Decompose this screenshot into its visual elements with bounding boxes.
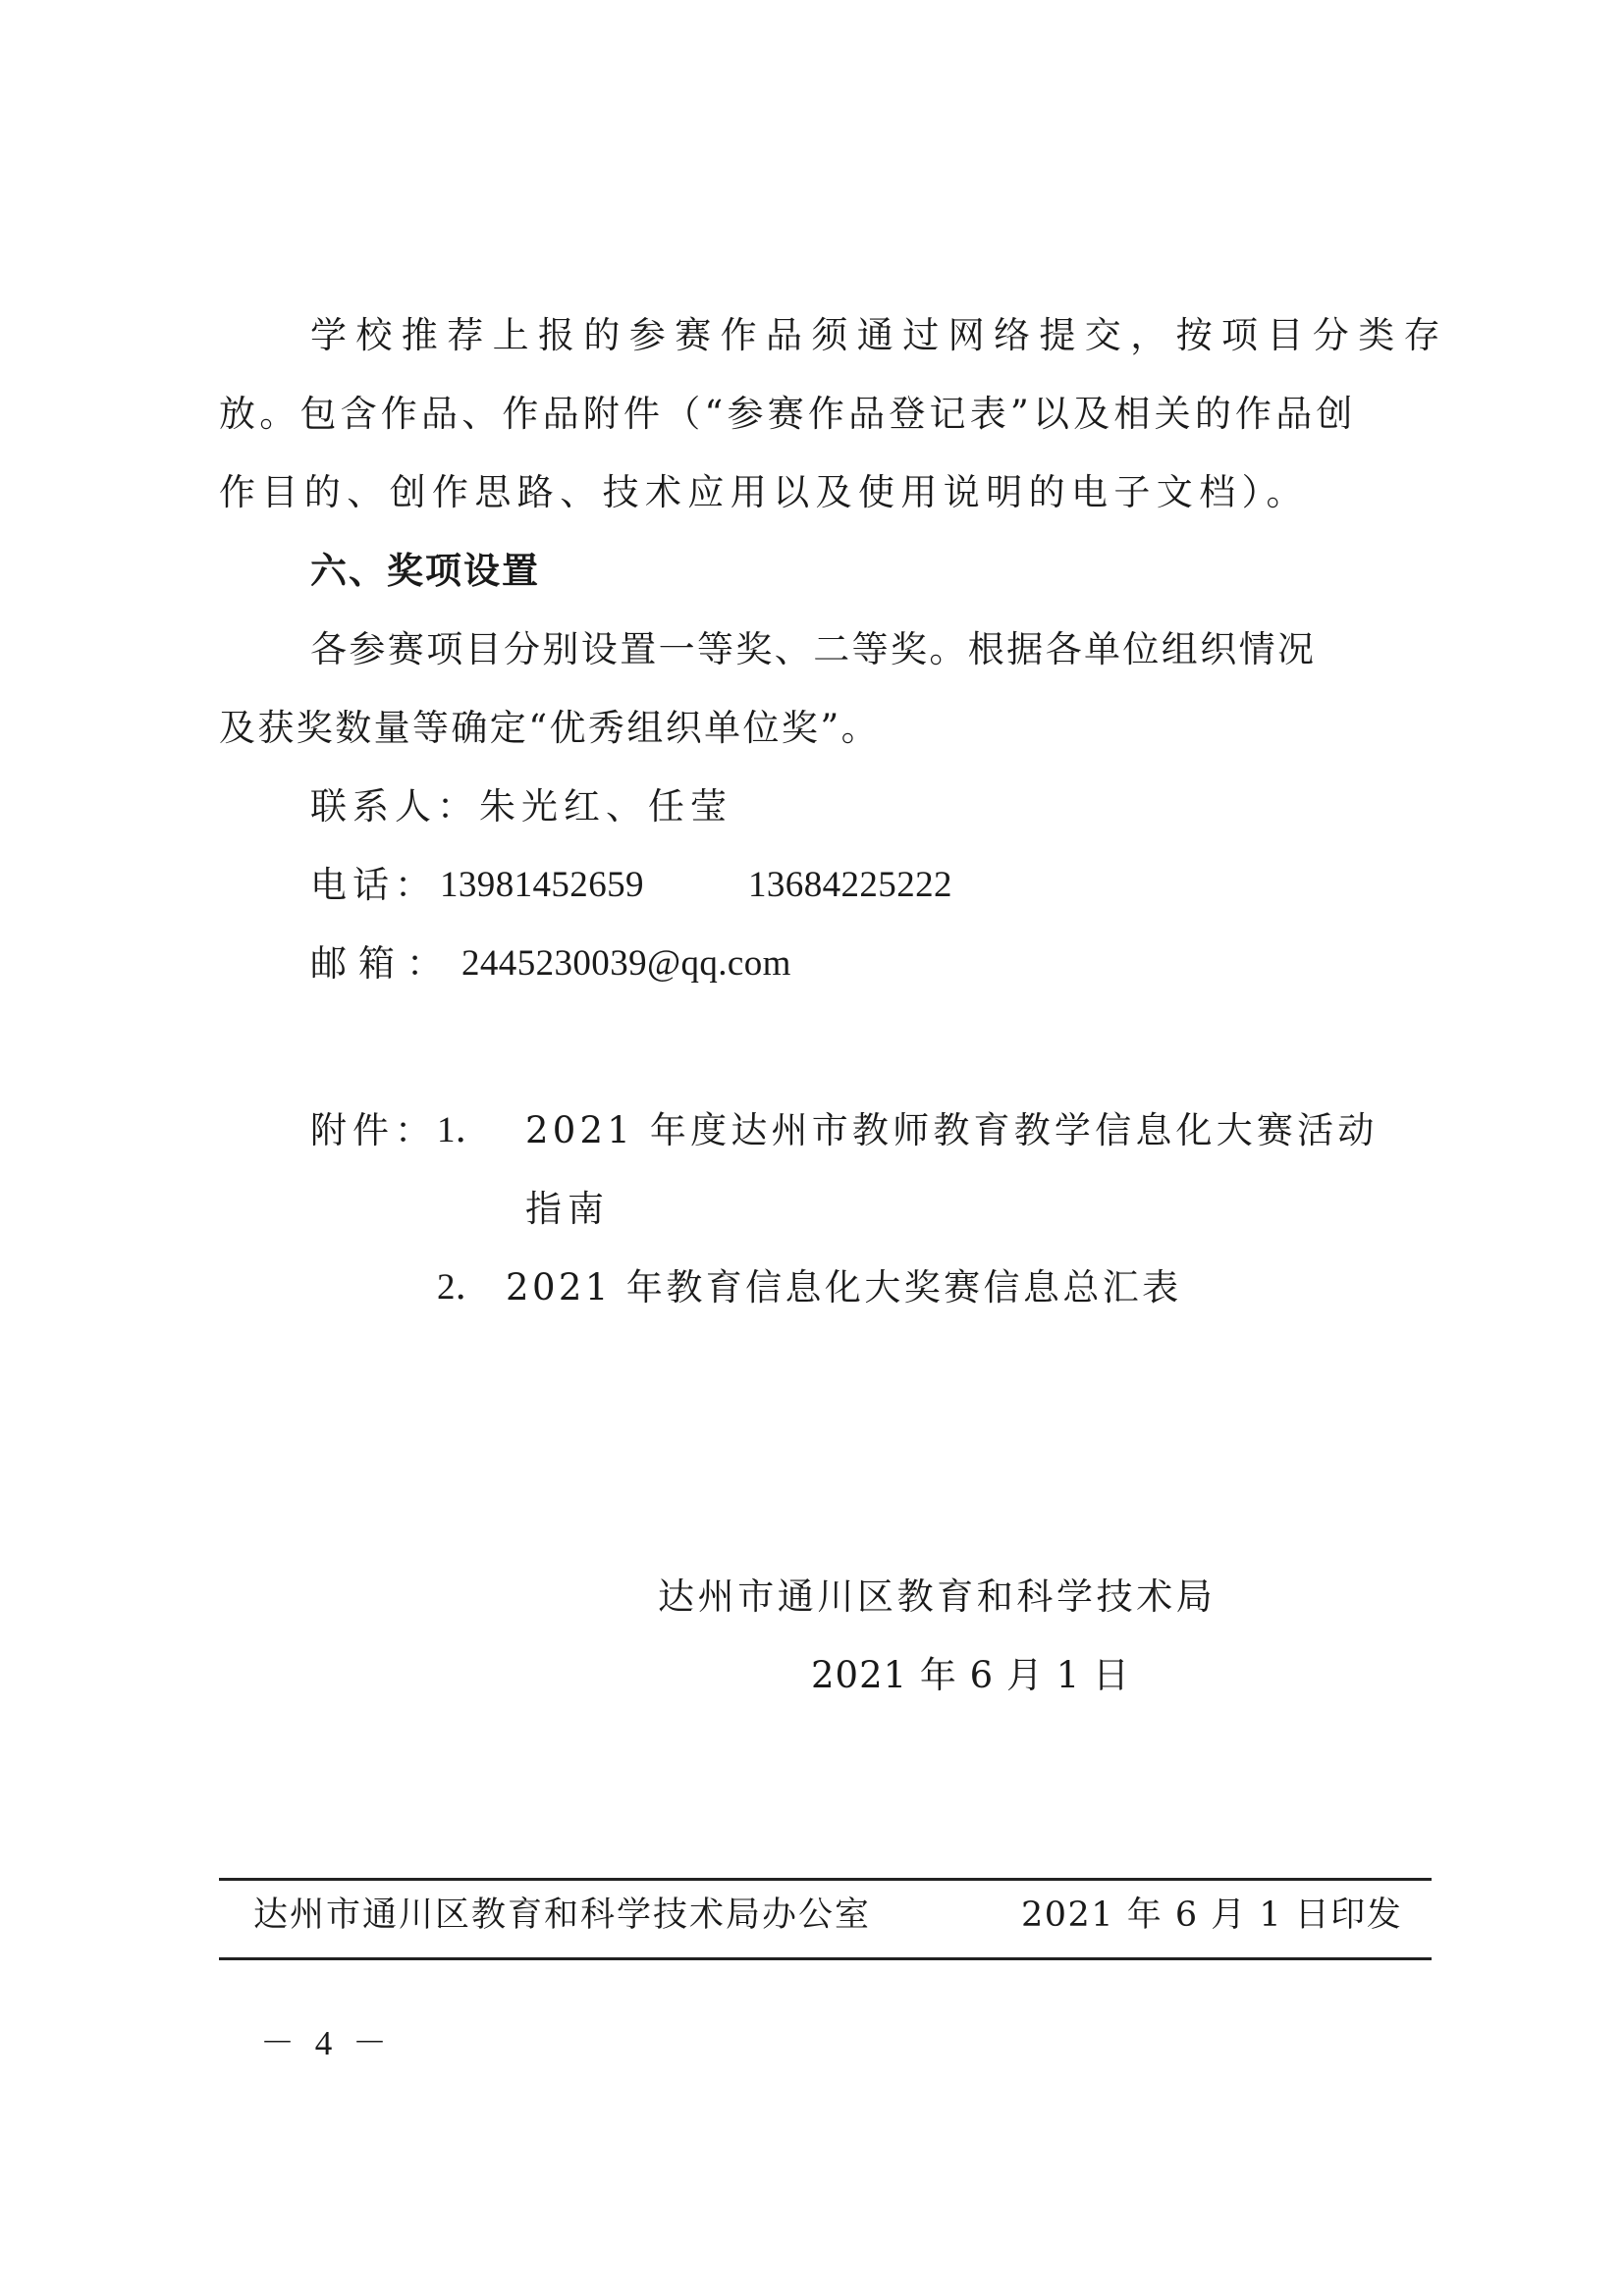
footer-bottom-rule [219,1957,1432,1960]
paragraph-line: 学校推荐上报的参赛作品须通过网络提交，按项目分类存 [310,314,1449,356]
paragraph-line: 及获奖数量等确定“优秀组织单位奖”。 [219,707,881,749]
footer-issuer: 达州市通川区教育和科学技术局办公室 [253,1896,872,1935]
footer-top-rule [219,1878,1432,1881]
attachment-1-title: 2021 年度达州市教师教育教学信息化大赛活动 [525,1109,1379,1151]
contact-phone-2: 13684225222 [748,865,952,905]
signature-organization: 达州市通川区教育和科学技术局 [658,1575,1217,1618]
attachment-1-title-cont: 指南 [525,1188,610,1230]
paragraph-line: 作目的、创作思路、技术应用以及使用说明的电子文档）。 [219,471,1309,513]
footer-issue-date: 2021 年 6 月 1 日印发 [1021,1896,1403,1935]
contact-email-label: 邮箱： [310,942,455,985]
paragraph-line: 放。包含作品、作品附件（“参赛作品登记表”以及相关的作品创 [219,393,1357,435]
attachment-2-number: 2． [437,1267,492,1308]
contact-person-row [310,783,732,830]
contact-person-label: 联系人： [310,785,479,828]
attachment-2-title: 2021 年教育信息化大奖赛信息总汇表 [506,1266,1182,1308]
attachment-1-number: 1． [437,1110,492,1150]
contact-email-row [310,940,455,988]
contact-phone-label: 电话： [310,864,437,906]
contact-phone-row [310,862,437,909]
contact-phone-1: 13981452659 [440,865,644,905]
contact-email[interactable]: 2445230039@qq.com [461,943,791,984]
section-heading: 六、奖项设置 [310,550,540,592]
attachments-label: 附件： [310,1109,437,1151]
contact-person-names: 朱光红、任莹 [479,785,732,828]
paragraph-line: 各参赛项目分别设置一等奖、二等奖。根据各单位组织情况 [310,628,1317,670]
page-number: － 4 － [260,2024,394,2062]
signature-date: 2021 年 6 月 1 日 [811,1654,1131,1696]
